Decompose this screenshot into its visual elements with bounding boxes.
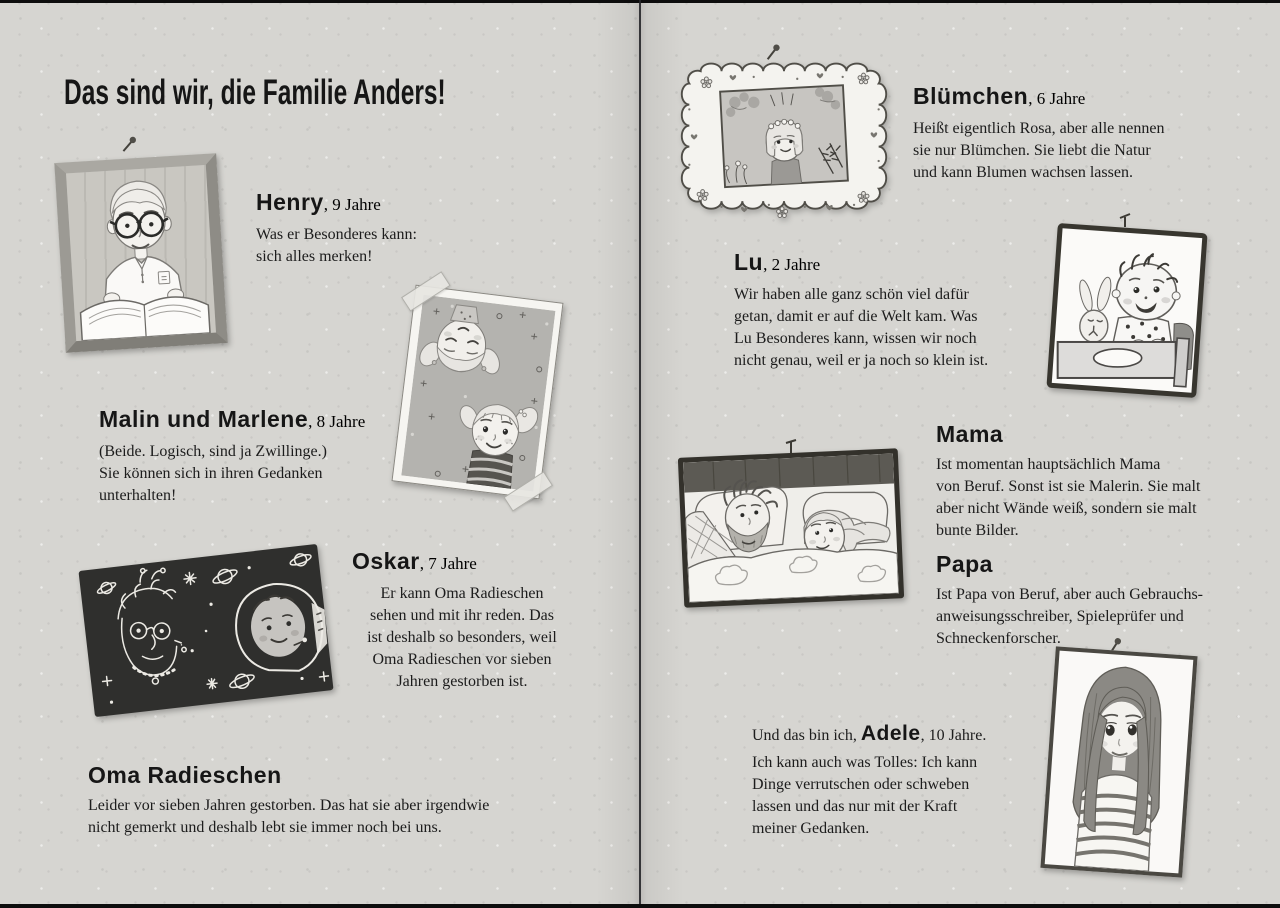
member-twins-line: unterhalten! [99, 487, 177, 504]
member-adele-intro [752, 721, 986, 749]
member-mama-line: bunte Bilder. [936, 522, 1019, 539]
member-papa-line: anweisungsschreiber, Spieleprüfer und [936, 608, 1184, 625]
member-adele-line: meiner Gedanken. [752, 820, 870, 837]
parents-photo [678, 448, 904, 607]
member-papa-name: Papa [936, 551, 993, 577]
member-twins [99, 406, 365, 507]
member-mama-line: von Beruf. Sonst ist sie Malerin. Sie malt [936, 478, 1201, 495]
member-henry [256, 189, 417, 268]
member-twins-line: Sie können sich in ihren Gedanken [99, 465, 323, 482]
member-lu-name: Lu [734, 249, 764, 275]
member-bluemchen-age: , 6 Jahre [1028, 89, 1086, 108]
member-adele-line: Dinge verrutschen oder schweben [752, 776, 970, 793]
member-henry-name: Henry [256, 189, 324, 215]
adele-portrait-illustration [1045, 651, 1194, 874]
member-bluemchen-heading [913, 83, 1164, 112]
member-lu-line: Wir haben alle ganz schön viel dafür [734, 286, 969, 303]
member-bluemchen-name: Blümchen [913, 83, 1029, 109]
member-oskar [342, 548, 582, 693]
member-oma-name: Oma Radieschen [88, 762, 282, 788]
member-bluemchen-line: sie nur Blümchen. Sie liebt die Natur [913, 142, 1151, 159]
pin-icon [115, 132, 140, 161]
member-oma-heading [88, 762, 489, 789]
adele-portrait-photo [1040, 646, 1197, 877]
member-adele-line: lassen und das nur mit der Kraft [752, 798, 958, 815]
member-lu-heading [734, 249, 988, 278]
parents-photo-illustration [683, 453, 899, 602]
scan-edge-bottom [0, 904, 1280, 908]
lu-photo [1046, 223, 1207, 398]
member-henry-age: , 9 Jahre [323, 195, 381, 214]
twins-photo [391, 285, 563, 500]
member-mama-heading [936, 421, 1203, 448]
member-bluemchen-line: und kann Blumen wachsen lassen. [913, 164, 1133, 181]
member-oskar-heading [352, 548, 582, 577]
member-lu-age: , 2 Jahre [763, 255, 821, 274]
member-oskar-line: Er kann Oma Radieschen [380, 585, 544, 602]
member-twins-age: , 8 Jahre [308, 412, 366, 431]
adele-intro-before: Und das bin ich, [752, 727, 861, 744]
member-papa-heading [936, 551, 1203, 578]
member-adele-line: Ich kann auch was Tolles: Ich kann [752, 754, 978, 771]
lu-photo-illustration [1052, 228, 1202, 392]
member-oskar-line: sehen und mit ihr reden. Das [370, 607, 554, 624]
member-lu-line: nicht genau, weil er ja noch so klein ist. [734, 352, 989, 369]
member-oskar-line: ist deshalb so besonders, weil [367, 629, 557, 646]
member-papa-line: Schneckenforscher. [936, 630, 1061, 647]
henry-portrait-frame [54, 153, 227, 353]
member-henry-heading [256, 189, 417, 218]
member-henry-line: Was er Besonderes kann: [256, 226, 417, 243]
member-bluemchen-line: Heißt eigentlich Rosa, aber alle nennen [913, 120, 1165, 137]
member-oskar-age: , 7 Jahre [419, 554, 477, 573]
member-mama-name: Mama [936, 421, 1004, 447]
member-adele-name: Adele [860, 722, 921, 745]
member-oma [88, 762, 489, 839]
bluemchen-frame-illustration [678, 54, 890, 224]
member-mama-line: aber nicht Wände weiß, sondern sie malt [936, 500, 1197, 517]
member-lu-line: Lu Besonderes kann, wissen wir noch [734, 330, 977, 347]
member-oskar-line: Jahren gestorben ist. [396, 673, 528, 690]
bluemchen-picture-frame [678, 54, 890, 224]
member-papa-line: Ist Papa von Beruf, aber auch Gebrauchs- [936, 586, 1204, 603]
member-mama-papa [936, 421, 1203, 650]
member-twins-name: Malin und Marlene [99, 406, 309, 432]
page-divider-line [639, 0, 641, 908]
member-adele [752, 721, 986, 840]
member-oskar-name: Oskar [352, 548, 420, 574]
henry-portrait-illustration [66, 165, 216, 341]
member-oskar-line: Oma Radieschen vor sieben [372, 651, 552, 668]
member-henry-line: sich alles merken! [256, 248, 373, 265]
member-twins-heading [99, 406, 365, 435]
member-oma-line: nicht gemerkt und deshalb lebt sie immer noch bei uns. [88, 819, 442, 836]
oskar-drawing-illustration [78, 544, 333, 717]
oskar-space-drawing [78, 544, 333, 717]
member-lu-line: getan, damit er auf die Welt kam. Was [734, 308, 978, 325]
member-lu [734, 249, 988, 372]
member-oma-line: Leider vor sieben Jahren gestorben. Das hat sie aber irgendwie [88, 797, 490, 814]
member-mama-line: Ist momentan hauptsächlich Mama [936, 456, 1161, 473]
page-title: Das sind wir, die Familie Anders! [64, 73, 446, 112]
twins-photo-illustration [401, 295, 555, 492]
adele-intro-after: , 10 Jahre. [920, 727, 987, 744]
member-bluemchen [913, 83, 1164, 184]
member-twins-line: (Beide. Logisch, sind ja Zwillinge.) [99, 443, 327, 460]
